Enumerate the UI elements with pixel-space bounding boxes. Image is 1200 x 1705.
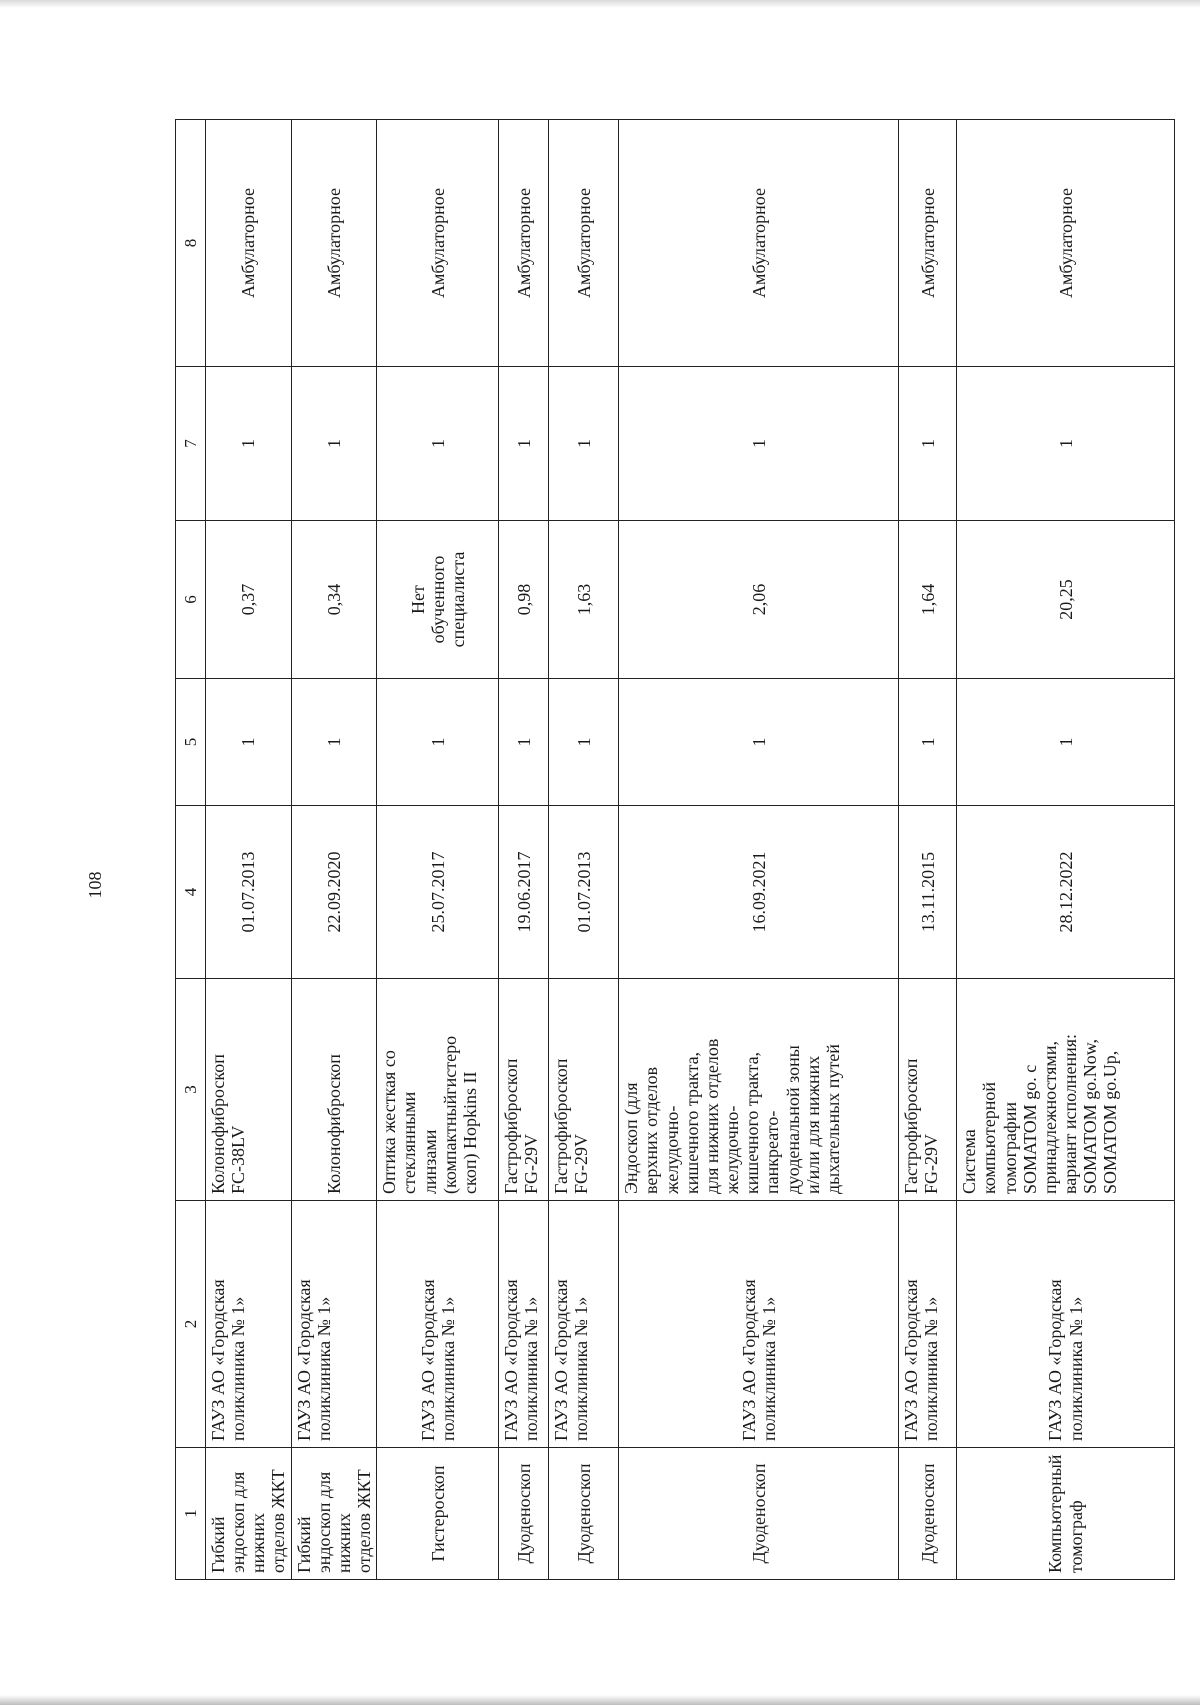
cell-quantity: 1 (957, 679, 1175, 806)
table-row (619, 120, 899, 1580)
cell-equipment-type: Дуоденоскоп (549, 1448, 619, 1580)
table-row (899, 120, 957, 1580)
table-row (291, 120, 377, 1580)
cell-model: Оптика жесткая со стеклянными линзами (компактныйгистеро скоп) Hopkins II (377, 979, 499, 1201)
cell-quantity: 1 (291, 679, 377, 806)
table-row (957, 120, 1175, 1580)
cell-load: 2,06 (619, 521, 899, 679)
cell-quantity: 1 (377, 679, 499, 806)
cell-organization: ГАУЗ АО «Городская поликлиника № 1» (291, 1201, 377, 1448)
cell-care-type: Амбулаторное (549, 120, 619, 367)
cell-model: Гастрофиброскоп FG-29V (899, 979, 957, 1201)
cell-quantity: 1 (899, 679, 957, 806)
cell-equipment-type: Дуоденоскоп (899, 1448, 957, 1580)
cell-count: 1 (291, 367, 377, 521)
cell-date: 25.07.2017 (377, 806, 499, 979)
table-row (377, 120, 499, 1580)
cell-organization: ГАУЗ АО «Городская поликлиника № 1» (899, 1201, 957, 1448)
cell-care-type: Амбулаторное (957, 120, 1175, 367)
table-row (206, 120, 292, 1580)
cell-equipment-type: Дуоденоскоп (499, 1448, 549, 1580)
header-cell: 7 (176, 367, 206, 521)
cell-organization: ГАУЗ АО «Городская поликлиника № 1» (619, 1201, 899, 1448)
cell-date: 28.12.2022 (957, 806, 1175, 979)
cell-load: 0,98 (499, 521, 549, 679)
header-cell: 4 (176, 806, 206, 979)
cell-load: 1,63 (549, 521, 619, 679)
scan-edge-top (0, 0, 1200, 8)
cell-quantity: 1 (549, 679, 619, 806)
cell-organization: ГАУЗ АО «Городская поликлиника № 1» (499, 1201, 549, 1448)
header-cell: 6 (176, 521, 206, 679)
cell-count: 1 (206, 367, 292, 521)
cell-care-type: Амбулаторное (499, 120, 549, 367)
cell-care-type: Амбулаторное (377, 120, 499, 367)
cell-model: Гастрофиброскоп FG-29V (499, 979, 549, 1201)
cell-care-type: Амбулаторное (619, 120, 899, 367)
header-cell: 1 (176, 1448, 206, 1580)
header-cell: 8 (176, 120, 206, 367)
cell-organization: ГАУЗ АО «Городская поликлиника № 1» (549, 1201, 619, 1448)
cell-equipment-type: Гистероскоп (377, 1448, 499, 1580)
cell-count: 1 (619, 367, 899, 521)
cell-organization: ГАУЗ АО «Городская поликлиника № 1» (206, 1201, 292, 1448)
header-cell: 2 (176, 1201, 206, 1448)
cell-care-type: Амбулаторное (899, 120, 957, 367)
cell-care-type: Амбулаторное (206, 120, 292, 367)
cell-count: 1 (377, 367, 499, 521)
cell-quantity: 1 (206, 679, 292, 806)
cell-count: 1 (499, 367, 549, 521)
header-cell: 5 (176, 679, 206, 806)
cell-load: 20,25 (957, 521, 1175, 679)
cell-load: Нет обученного специалиста (377, 521, 499, 679)
page-number: 108 (85, 871, 105, 899)
cell-quantity: 1 (499, 679, 549, 806)
cell-equipment-type: Дуоденоскоп (619, 1448, 899, 1580)
header-cell: 3 (176, 979, 206, 1201)
table-header-row (176, 120, 206, 1580)
cell-count: 1 (899, 367, 957, 521)
cell-model: Гастрофиброскоп FG-29V (549, 979, 619, 1201)
cell-load: 0,34 (291, 521, 377, 679)
cell-model: Колонофиброскоп (291, 979, 377, 1201)
cell-equipment-type: Гибкий эндоскоп для нижних отделов ЖКТ (206, 1448, 292, 1580)
cell-care-type: Амбулаторное (291, 120, 377, 367)
scan-edge-bottom (0, 1695, 1200, 1705)
cell-date: 16.09.2021 (619, 806, 899, 979)
cell-date: 19.06.2017 (499, 806, 549, 979)
cell-date: 13.11.2015 (899, 806, 957, 979)
cell-date: 01.07.2013 (549, 806, 619, 979)
cell-model: Эндоскоп (для верхних отделов желудочно- кишечного тракта, для нижних отделов желудочно- кишечного тракта, панкреато- дуоденальной зоны и/или для нижних дыхательных путей (619, 979, 899, 1201)
rotated-table-container (175, 120, 1175, 1580)
table-row (499, 120, 549, 1580)
cell-count: 1 (549, 367, 619, 521)
cell-equipment-type: Компьютерный томограф (957, 1448, 1175, 1580)
cell-load: 0,37 (206, 521, 292, 679)
cell-model: Система компьютерной томографии SOMATOM go. с принадлежностями, вариант исполнения: SOMATOM go.Now, SOMATOM go.Up, (957, 979, 1175, 1201)
cell-date: 22.09.2020 (291, 806, 377, 979)
cell-equipment-type: Гибкий эндоскоп для нижних отделов ЖКТ (291, 1448, 377, 1580)
cell-organization: ГАУЗ АО «Городская поликлиника № 1» (377, 1201, 499, 1448)
cell-load: 1,64 (899, 521, 957, 679)
cell-quantity: 1 (619, 679, 899, 806)
cell-organization: ГАУЗ АО «Городская поликлиника № 1» (957, 1201, 1175, 1448)
equipment-table (175, 119, 1175, 1580)
cell-model: Колонофиброскоп FC-38LV (206, 979, 292, 1201)
table-row (549, 120, 619, 1580)
cell-count: 1 (957, 367, 1175, 521)
cell-date: 01.07.2013 (206, 806, 292, 979)
